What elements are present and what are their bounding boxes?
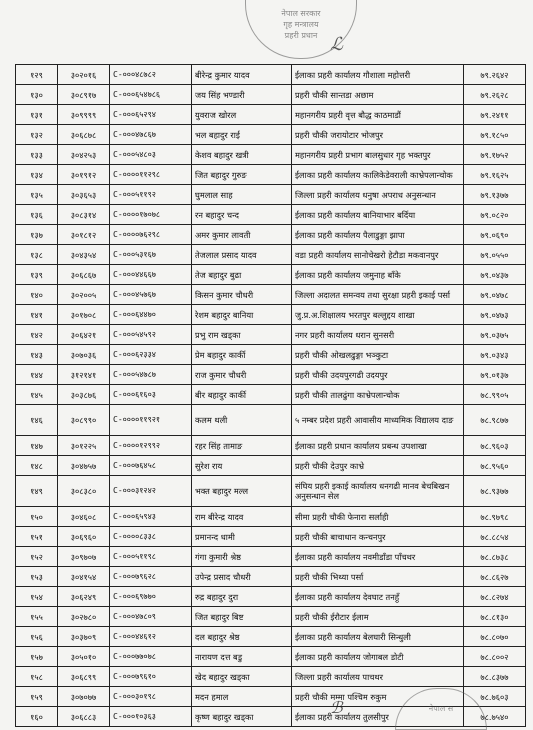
serial-number-cell: १५८ (16, 667, 58, 687)
score-cell: ७९.०४३७ (464, 265, 526, 285)
candidate-code-cell: C-०००६५२९४ (110, 105, 192, 125)
results-table (15, 64, 526, 727)
roll-number-cell: ३०९९९९ (58, 105, 110, 125)
table-row (16, 627, 526, 647)
table-row (16, 245, 526, 265)
roll-number-cell: ३०४६०८ (58, 507, 110, 527)
candidate-code-cell: C-००००१२९९२ (110, 436, 192, 456)
serial-number-cell: १५६ (16, 627, 58, 647)
serial-number-cell: १४३ (16, 345, 58, 365)
candidate-code-cell: C-००००११२९८ (110, 165, 192, 185)
candidate-name-cell: कलम थली (192, 405, 292, 436)
roll-number-cell: ३०८९१७ (58, 85, 110, 105)
table-row (16, 547, 526, 567)
office-cell: प्रहरी चौकी ओखलढुङ्गा भञ्कुटा (292, 345, 464, 365)
candidate-code-cell: C-०००७६४५८ (110, 456, 192, 476)
score-cell: ७९.०४७३ (464, 305, 526, 325)
table-row (16, 305, 526, 325)
office-cell: महानगरीय प्रहरी प्रभाग बालसुधार गृह भक्तपुर (292, 145, 464, 165)
serial-number-cell: १३० (16, 85, 58, 105)
table-row (16, 165, 526, 185)
office-cell: ईलाका प्रहरी कार्यालय गौशाला महोत्तरी (292, 65, 464, 85)
table-row (16, 456, 526, 476)
roll-number-cell: ३०२०१६ (58, 65, 110, 85)
candidate-name-cell: बीरेन्द्र कुमार यादव (192, 65, 292, 85)
serial-number-cell: १३८ (16, 245, 58, 265)
score-cell: ७९.०३४३ (464, 345, 526, 365)
office-cell: प्रहरी चौकी भिथ्या पर्सा (292, 567, 464, 587)
table-row (16, 667, 526, 687)
office-cell: ईलाका प्रहरी कार्यालय जोगाबल डोटी (292, 647, 464, 667)
office-cell: ईलाका प्रहरी प्रधान कार्यालय प्रबन्ध उपशाखा (292, 436, 464, 456)
candidate-code-cell: C-०००१०३६३ (110, 707, 192, 727)
serial-number-cell: १४९ (16, 476, 58, 507)
roll-number-cell: ३०४२५३ (58, 145, 110, 165)
office-cell: वडा प्रहरी कार्यालय सानोचेखरो हेटौडा मकवानपुर (292, 245, 464, 265)
candidate-code-cell: C-०००६२३३४ (110, 345, 192, 365)
candidate-code-cell: C-०००४७८०९ (110, 607, 192, 627)
roll-number-cell: ३०८९९० (58, 405, 110, 436)
candidate-code-cell: C-०००६९७७० (110, 587, 192, 607)
candidate-code-cell: C-०००५११९८ (110, 547, 192, 567)
candidate-name-cell: प्रभु राम खड्का (192, 325, 292, 345)
score-cell: ७८.८७३८ (464, 547, 526, 567)
candidate-name-cell: किसन कुमार चौधरी (192, 285, 292, 305)
candidate-name-cell: युवराज खोरल (192, 105, 292, 125)
score-cell: ७९.१७५२ (464, 145, 526, 165)
table-row (16, 647, 526, 667)
score-cell: ७९.२६४२ (464, 65, 526, 85)
candidate-code-cell: C-००००११९२१ (110, 405, 192, 436)
roll-number-cell: ३०९७०७ (58, 547, 110, 567)
candidate-name-cell: भक्त बहादुर मल्ल (192, 476, 292, 507)
roll-number-cell: ३०६९६० (58, 527, 110, 547)
office-cell: प्रहरी चौकी ईरौटार ईलाम (292, 607, 464, 627)
score-cell: ७८.९६०३ (464, 436, 526, 456)
candidate-code-cell: C-०००७७०७८ (110, 647, 192, 667)
seal-top-text: नेपाल सरकार गृह मन्त्रालय प्रहरी प्रधान (281, 9, 321, 40)
results-table-body (16, 65, 526, 727)
score-cell: ७८.८२७४ (464, 587, 526, 607)
roll-number-cell: ३०१७०८ (58, 305, 110, 325)
candidate-code-cell: C-००००८३३८ (110, 527, 192, 547)
serial-number-cell: १४२ (16, 325, 58, 345)
candidate-code-cell: C-०००६४४७० (110, 305, 192, 325)
office-cell: संघिय प्रहरी इकाई कार्यालय धनगढी मानव बेचबिखन अनुसन्धान सेल (292, 476, 464, 507)
candidate-name-cell: केशव बहादुर खत्री (192, 145, 292, 165)
candidate-name-cell: भल बहादुर राई (192, 125, 292, 145)
table-row (16, 105, 526, 125)
score-cell: ७८.७६०३ (464, 687, 526, 707)
score-cell: ७९.१३७७ (464, 185, 526, 205)
serial-number-cell: १६० (16, 707, 58, 727)
score-cell: ७८.९३७७ (464, 476, 526, 507)
candidate-name-cell: जित बहादुर गुरुङ (192, 165, 292, 185)
candidate-code-cell: C-०००७९६१० (110, 667, 192, 687)
candidate-code-cell: C-०००४४६६७ (110, 265, 192, 285)
score-cell: ७९.२४११ (464, 105, 526, 125)
roll-number-cell: ३०२७८० (58, 607, 110, 627)
score-cell: ७९.०३७५ (464, 325, 526, 345)
candidate-code-cell: C-०००५४५९२ (110, 325, 192, 345)
office-cell: प्रहरी चौकी जरायोटार भोजपुर (292, 125, 464, 145)
seal-bottom-text: नेपाल स (428, 704, 454, 713)
table-row (16, 205, 526, 225)
serial-number-cell: १३३ (16, 145, 58, 165)
roll-number-cell: ३०१८१२ (58, 225, 110, 245)
candidate-code-cell: C-०००७९६२८ (110, 567, 192, 587)
roll-number-cell: ३०३६५३ (58, 185, 110, 205)
office-cell: ईलाका प्रहरी कार्यालय जमुनाह बाँके (292, 265, 464, 285)
table-row (16, 405, 526, 436)
roll-number-cell: ३०२००५ (58, 285, 110, 305)
candidate-name-cell: गंगा कुमारी श्रेष्ठ (192, 547, 292, 567)
roll-number-cell: ३०६२४९ (58, 587, 110, 607)
serial-number-cell: १५४ (16, 587, 58, 607)
score-cell: ७८.८०७० (464, 627, 526, 647)
candidate-name-cell: अमर कुमार लावती (192, 225, 292, 245)
candidate-name-cell: दल बहादुर श्रेष्ठ (192, 627, 292, 647)
table-row (16, 587, 526, 607)
score-cell: ७८.७५४० (464, 707, 526, 727)
table-row (16, 507, 526, 527)
serial-number-cell: १२९ (16, 65, 58, 85)
serial-number-cell: १५१ (16, 527, 58, 547)
score-cell: ७८.८८५४ (464, 527, 526, 547)
office-cell: प्रहरी चौकी बाचाधान कन्चनपुर (292, 527, 464, 547)
serial-number-cell: १४७ (16, 436, 58, 456)
serial-number-cell: १५९ (16, 687, 58, 707)
score-cell: ७९.१८५० (464, 125, 526, 145)
office-cell: ईलाका प्रहरी कार्यालय देवघाट तनहुँ (292, 587, 464, 607)
table-row (16, 185, 526, 205)
office-cell: ईलाका प्रहरी कार्यालय बेलघारी सिन्धुली (292, 627, 464, 647)
office-cell: प्रहरी चौकी मम्मा पश्चिम रुकुम (292, 687, 464, 707)
roll-number-cell: ३०६४२१ (58, 325, 110, 345)
office-cell: नगर प्रहरी कार्यालय धरान सुनसरी (292, 325, 464, 345)
office-cell: सीमा प्रहरी चौकी फेनारा सर्लाही (292, 507, 464, 527)
candidate-name-cell: तेजलाल प्रसाद यादव (192, 245, 292, 265)
roll-number-cell: ३०१२२५ (58, 436, 110, 456)
candidate-code-cell: C-०००४५७६७ (110, 285, 192, 305)
candidate-name-cell: प्रमानन्द धामी (192, 527, 292, 547)
office-cell: ५ नम्बर प्रदेश प्रहरी आवासीय माध्यमिक विद्यालय दाङ (292, 405, 464, 436)
roll-number-cell: ३०८३८० (58, 476, 110, 507)
roll-number-cell: ३०६८९९ (58, 667, 110, 687)
roll-number-cell: ३०४३५४ (58, 245, 110, 265)
candidate-code-cell: C-०००५३१६७ (110, 245, 192, 265)
serial-number-cell: १३१ (16, 105, 58, 125)
office-cell: जिल्ला अदालत समन्वय तथा सुरक्षा प्रहरी इकाई पर्सा (292, 285, 464, 305)
roll-number-cell: ३०६८८३ (58, 707, 110, 727)
candidate-name-cell: खेद बहादुर खड्का (192, 667, 292, 687)
office-cell: प्रहरी चौकी देउपुर काभ्रे (292, 456, 464, 476)
table-row (16, 125, 526, 145)
candidate-name-cell: तेज बहादुर बुढा (192, 265, 292, 285)
signature-top: ℒ (330, 34, 343, 55)
roll-number-cell: ३०४७५७ (58, 456, 110, 476)
candidate-name-cell: घुमलाल साह (192, 185, 292, 205)
table-row (16, 225, 526, 245)
candidate-code-cell: C-०००५४८०३ (110, 145, 192, 165)
candidate-code-cell: C-०००५११९२ (110, 185, 192, 205)
serial-number-cell: १३६ (16, 205, 58, 225)
office-cell: जिल्ला प्रहरी कार्यालय धनुषा अपराध अनुसन्धान (292, 185, 464, 205)
office-cell: ईलाका प्रहरी कार्यालय पैलाडुङ्गा झापा (292, 225, 464, 245)
score-cell: ७८.९९०५ (464, 385, 526, 405)
candidate-code-cell: C-०००६१६०३ (110, 385, 192, 405)
score-cell: ७९.०५५० (464, 245, 526, 265)
score-cell: ७८.८१३० (464, 607, 526, 627)
table-row (16, 527, 526, 547)
score-cell: ७८.९७९८ (464, 507, 526, 527)
candidate-code-cell: C-०००६५४७८६ (110, 85, 192, 105)
serial-number-cell: १३२ (16, 125, 58, 145)
candidate-code-cell: C-०००४७८६७ (110, 125, 192, 145)
score-cell: ७८.९८७७ (464, 405, 526, 436)
candidate-name-cell: रुद्र बहादुर दुरा (192, 587, 292, 607)
serial-number-cell: १४५ (16, 385, 58, 405)
serial-number-cell: १४८ (16, 456, 58, 476)
roll-number-cell: ३०६८६७ (58, 265, 110, 285)
score-cell: ७८.८००२ (464, 647, 526, 667)
candidate-name-cell: राम बीरेन्द्र यादव (192, 507, 292, 527)
table-row (16, 65, 526, 85)
office-cell: प्रहरी चौकी सान्तडा अछाम (292, 85, 464, 105)
candidate-name-cell: प्रेम बहादुर कार्की (192, 345, 292, 365)
roll-number-cell: ३१२१४१ (58, 365, 110, 385)
score-cell: ७९.०८२० (464, 205, 526, 225)
table-row (16, 476, 526, 507)
candidate-name-cell: जित बहादुर बिष्ट (192, 607, 292, 627)
candidate-name-cell: रन बहादुर चन्द (192, 205, 292, 225)
candidate-name-cell: राज कुमार चौधरी (192, 365, 292, 385)
serial-number-cell: १३७ (16, 225, 58, 245)
roll-number-cell: ३०७०७७ (58, 687, 110, 707)
candidate-code-cell: C-०००५४७८७ (110, 365, 192, 385)
roll-number-cell: ३०३८७६ (58, 385, 110, 405)
office-cell: प्रहरी चौकी तालढुंगा काभ्रेपलान्चोक (292, 385, 464, 405)
score-cell: ७८.८३७७ (464, 667, 526, 687)
office-cell: ईलाका प्रहरी कार्यालय कालिकेडेवराली काभ्रेपलान्चोक (292, 165, 464, 185)
table-row (16, 567, 526, 587)
serial-number-cell: १४१ (16, 305, 58, 325)
candidate-name-cell: जय सिंह भण्डारी (192, 85, 292, 105)
candidate-name-cell: बीर बहादुर कार्की (192, 385, 292, 405)
candidate-name-cell: रेशम बहादुर बानिया (192, 305, 292, 325)
serial-number-cell: १५० (16, 507, 58, 527)
roll-number-cell: ३०६८७८ (58, 125, 110, 145)
serial-number-cell: १३९ (16, 265, 58, 285)
score-cell: ७८.८६२७ (464, 567, 526, 587)
candidate-name-cell: मदन हमाल (192, 687, 292, 707)
signature-bottom: ℬ (330, 698, 343, 717)
table-row (16, 436, 526, 456)
candidate-name-cell: नारायण दत्त बडु (192, 647, 292, 667)
table-row (16, 325, 526, 345)
roll-number-cell: ३०५०१० (58, 647, 110, 667)
candidate-code-cell: C-०००४४६१२ (110, 627, 192, 647)
score-cell: ७९.१६२५ (464, 165, 526, 185)
roll-number-cell: ३०१९१२ (58, 165, 110, 185)
table-row (16, 365, 526, 385)
table-row (16, 285, 526, 305)
office-cell: जिल्ला प्रहरी कार्यालय पाचथर (292, 667, 464, 687)
candidate-code-cell: C-००००७६२९८ (110, 225, 192, 245)
candidate-name-cell: उपेन्द्र प्रसाद चौधरी (192, 567, 292, 587)
serial-number-cell: १४६ (16, 405, 58, 436)
roll-number-cell: ३०७०३६ (58, 345, 110, 365)
office-cell: महानगरीय प्रहरी वृत्त बौद्ध काठमाडौं (292, 105, 464, 125)
candidate-code-cell: C-०००४८७८२ (110, 65, 192, 85)
serial-number-cell: १४४ (16, 365, 58, 385)
candidate-code-cell: C-०००६५९४३ (110, 507, 192, 527)
serial-number-cell: १४० (16, 285, 58, 305)
serial-number-cell: १३४ (16, 165, 58, 185)
table-row (16, 145, 526, 165)
table-row (16, 265, 526, 285)
table-row (16, 607, 526, 627)
score-cell: ७९.०१३७ (464, 365, 526, 385)
serial-number-cell: १५५ (16, 607, 58, 627)
office-cell: जु.प्र.अ.शिक्षालय भरतपुर बल्लुद्दय शाखा (292, 305, 464, 325)
office-cell: प्रहरी चौकी उदयपुरगढी उदयपुर (292, 365, 464, 385)
score-cell: ७९.०४७८ (464, 285, 526, 305)
serial-number-cell: १५२ (16, 547, 58, 567)
table-row (16, 85, 526, 105)
score-cell: ७९.२६२८ (464, 85, 526, 105)
serial-number-cell: १३५ (16, 185, 58, 205)
candidate-name-cell: कृष्ण बहादुर खड्का (192, 707, 292, 727)
serial-number-cell: १५७ (16, 647, 58, 667)
candidate-code-cell: C-००००१७०७८ (110, 205, 192, 225)
table-row (16, 385, 526, 405)
score-cell: ७९.०६९० (464, 225, 526, 245)
office-cell: ईलाका प्रहरी कार्यालय बानियाभार बर्दिया (292, 205, 464, 225)
roll-number-cell: ३०८३१४ (58, 205, 110, 225)
score-cell: ७८.९५६० (464, 456, 526, 476)
candidate-name-cell: सुरेश राय (192, 456, 292, 476)
office-cell: ईलाका प्रहरी कार्यालय तुलसीपुर (292, 707, 464, 727)
office-cell: ईलाका प्रहरी कार्यालय नवमीडाँडा पाँचथर (292, 547, 464, 567)
candidate-code-cell: C-०००३१२४२ (110, 476, 192, 507)
roll-number-cell: ३०४१५४ (58, 567, 110, 587)
roll-number-cell: ३०३७०९ (58, 627, 110, 647)
candidate-code-cell: C-०००३०१९८ (110, 687, 192, 707)
table-row (16, 345, 526, 365)
serial-number-cell: १५३ (16, 567, 58, 587)
candidate-name-cell: रहर सिंह तामाङ (192, 436, 292, 456)
